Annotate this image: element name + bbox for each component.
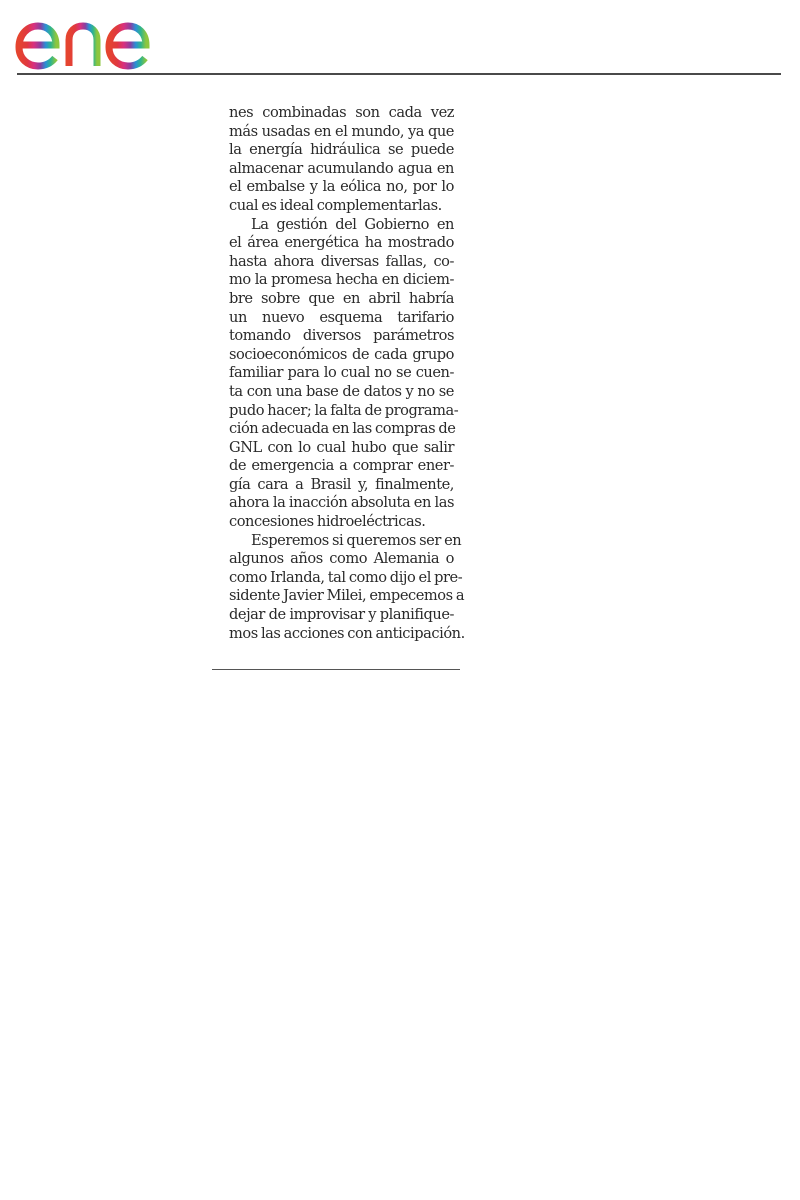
text-line: cual es ideal complementarlas. <box>229 196 442 214</box>
article-end-divider <box>212 669 460 670</box>
header-divider <box>17 73 781 75</box>
page-header <box>0 0 800 76</box>
text-line: pudo hacer; la falta de programa- <box>229 401 459 419</box>
text-line: tomando diversos parámetros <box>229 327 454 345</box>
text-line: mos las acciones con anticipación. <box>229 624 465 642</box>
paragraph <box>229 531 465 644</box>
text-line: el embalse y la eólica no, por lo <box>229 178 454 196</box>
text-line: un nuevo esquema tarifario <box>229 308 454 326</box>
text-line: sidente Javier Milei, empecemos a <box>229 587 465 605</box>
text-line: algunos años como Alemania o <box>229 550 454 568</box>
enel-logo-mark <box>14 6 182 70</box>
text-line: GNL con lo cual hubo que salir <box>229 438 454 456</box>
text-line: el área energética ha mostrado <box>229 234 454 252</box>
text-line: concesiones hidroeléctricas. <box>229 513 426 531</box>
enel-logo <box>14 6 182 70</box>
text-line: socioeconómicos de cada grupo <box>229 345 454 363</box>
text-line: la energía hidráulica se puede <box>229 141 454 159</box>
text-line: ta con una base de datos y no se <box>229 382 454 400</box>
text-line: La gestión del Gobierno en <box>251 215 454 233</box>
text-line: como Irlanda, tal como dijo el pre- <box>229 568 463 586</box>
text-line: gía cara a Brasil y, finalmente, <box>229 475 454 493</box>
text-line: familiar para lo cual no se cuen- <box>229 364 454 382</box>
text-line: ción adecuada en las compras de <box>229 420 456 438</box>
text-line: más usadas en el mundo, ya que <box>229 122 454 140</box>
text-line: de emergencia a comprar ener- <box>229 457 454 475</box>
text-line: bre sobre que en abril habría <box>229 289 454 307</box>
article-column <box>229 104 465 643</box>
paragraph <box>229 215 459 532</box>
text-line: ahora la inacción absoluta en las <box>229 494 454 512</box>
text-line: almacenar acumulando agua en <box>229 159 454 177</box>
text-line: nes combinadas son cada vez <box>229 104 454 121</box>
text-line: hasta ahora diversas fallas, co- <box>229 252 454 270</box>
text-line: mo la promesa hecha en diciem- <box>229 271 454 289</box>
text-line: Esperemos si queremos ser en <box>251 531 462 549</box>
text-line: dejar de improvisar y planifique- <box>229 606 454 624</box>
paragraph <box>229 104 454 216</box>
